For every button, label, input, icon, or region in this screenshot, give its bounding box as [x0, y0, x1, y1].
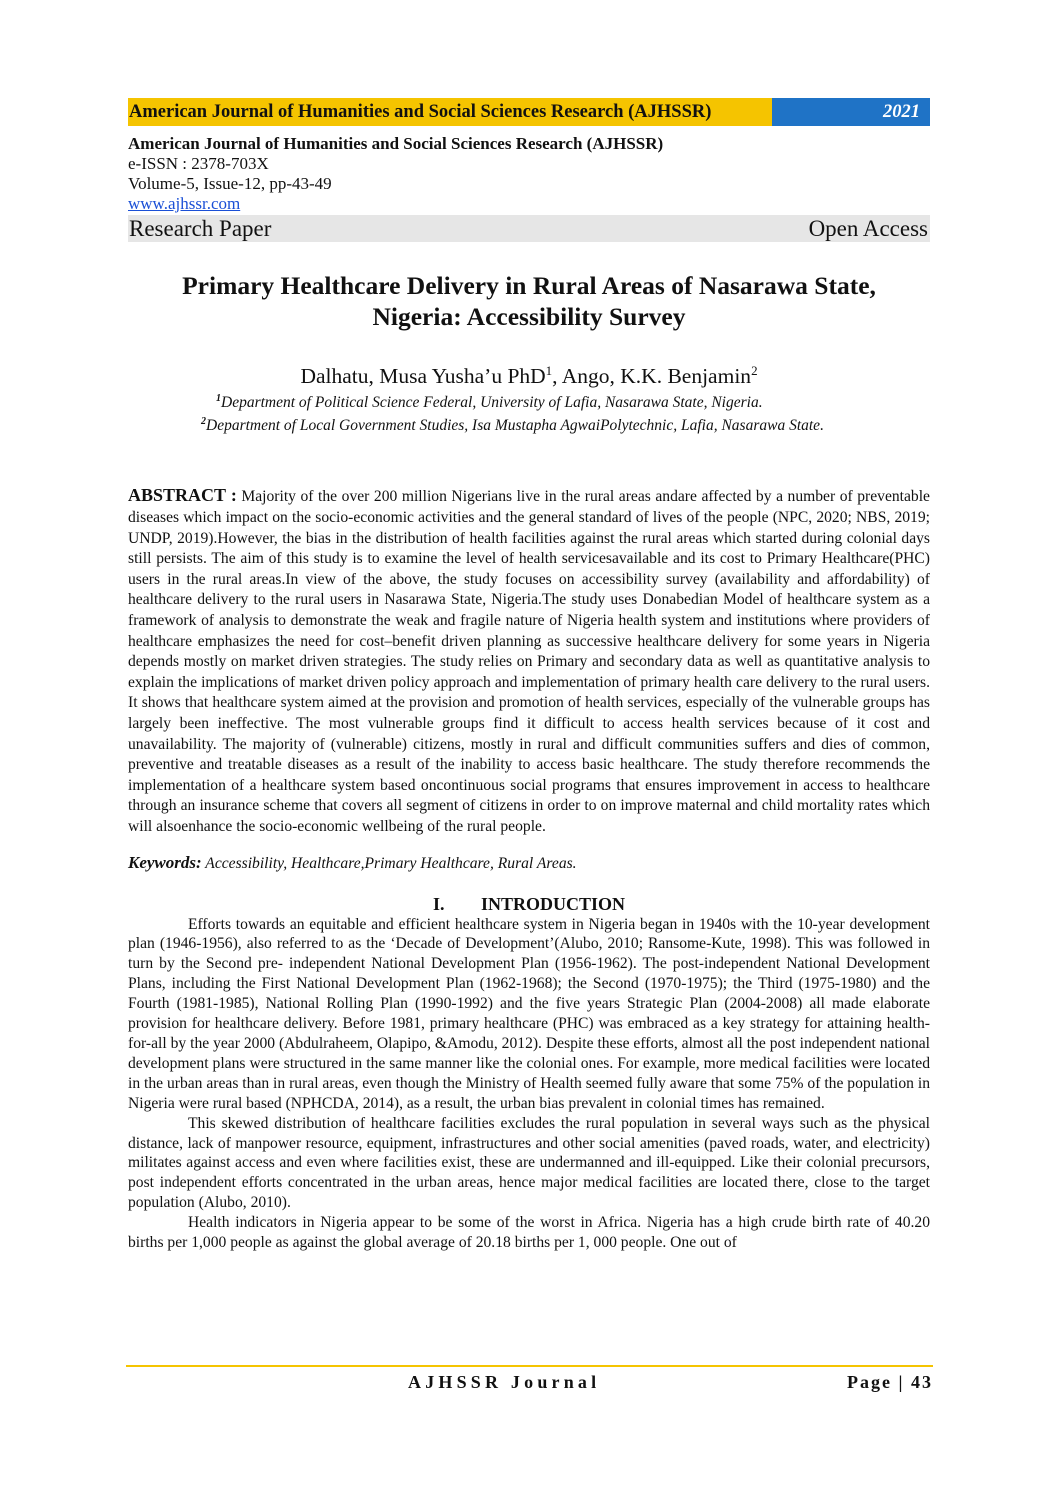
paragraph: Health indicators in Nigeria appear to be some of the worst in Africa. Nigeria has a high crude birth rate of 40.20 births per 1,000 people as against the global average of 20.18 births per 1, 000 people. One out of: [128, 1214, 930, 1252]
page-footer: [128, 1372, 933, 1393]
author-1: Dalhatu, Musa Yusha’u PhD: [300, 364, 546, 389]
banner-year: 2021: [772, 98, 930, 126]
paper-title: [128, 270, 930, 332]
paragraph: Efforts towards an equitable and efficient healthcare system in Nigeria began in 1940s with the 10-year development plan (1946-1956), also referred to as the ‘Decade of Development’(Alubo, 2010; Ransome-Kute, 1998). This was followed in turn by the Second pre- independent National Development Plan (1956-1962). The post-independent National Development Plans, including the First National Development Plan (1962-1968); the Second (1970-1975); the Third (1975-1980) and the Fourth (1981-1985), National Rolling Plan (1990-1992) and the five years Strategic Plan (2004-2008) all made elaborate provision for healthcare delivery. Before 1981, primary healthcare (PHC) was embraced as a key strategy for attaining health-for-all by the year 2000 (Abdulraheem, Olapipo, &Amodu, 2012). Despite these efforts, almost all the post independent national development plans were structured in the same manner like the colonial ones. For example, more medical facilities were located in the urban areas than in rural areas, even though the Ministry of Health seemed fully aware that some 75% of the population in Nigeria were rural based (NPHCDA, 2014), as a result, the urban bias prevalent in colonial times has remained.: [128, 915, 930, 1112]
section-number: I.: [432, 893, 445, 914]
author-list: [128, 358, 930, 389]
abstract-text: Majority of the over 200 million Nigerians live in the rural areas andare affected by a number of preventable diseases which impact on the socio-economic activities and the general standard of lives of the people (NPC, 2020; NBS, 2019; UNDP, 2019).However, the bias in the distribution of health facilities against the rural areas which started during colonial days still persists. The aim of this study is to examine the level of health servicesavailable and its cost to Primary Healthcare(PHC) users in the rural areas.In view of the above, the study focuses on accessibility survey (availability and affordability) of healthcare delivery to the rural users in Nasarawa State, Nigeria.The study uses Donabedian Model of healthcare system as a framework of analysis to demonstrate the weak and fragile nature of Nigeria health system and institutions where providers of healthcare emphasizes the need for cost–benefit driven planning as successive healthcare delivery for some years in Nigeria depends mostly on market driven strategies. The study relies on Primary and secondary data as well as quantitative analysis to explain the implications of market driven policy approach and implementation of primary health care delivery to the rural users. It shows that healthcare system aimed at the provision and promotion of health services, especially of the vulnerable groups has largely been ineffective. The most vulnerable groups find it difficult to access health services because of it cost and unavailability. The majority of (vulnerable) citizens, mostly in rural and difficult communities suffers and dies of common, preventive and treatable diseases as a result of the inability to access basic healthcare. The study therefore recommends the implementation of a healthcare system based oncontinuous social programs that ensures improvement in access to healthcare through an insurance scheme that covers all segment of citizens in order to on improve maternal and child mortality rates which will alsoenhance the socio-economic wellbeing of the rural people.: [128, 488, 930, 835]
author-1-affiliation-mark: 1: [545, 363, 553, 378]
author-2-affiliation-mark: 2: [751, 363, 758, 378]
meta-issn: e-ISSN : 2378-703X: [128, 154, 269, 173]
article-type: Research Paper: [129, 216, 272, 241]
keywords: [128, 853, 930, 873]
section-heading-introduction: [128, 893, 930, 915]
keywords-text: Accessibility, Healthcare,Primary Healthcare, Rural Areas.: [205, 854, 577, 872]
journal-banner: [128, 98, 930, 126]
meta-journal-name: American Journal of Humanities and Social Sciences Research (AJHSSR): [128, 134, 664, 153]
title-line-2: Nigeria: Accessibility Survey: [372, 302, 686, 331]
affiliation-2-text: Department of Local Government Studies, Isa Mustapha AgwaiPolytechnic, Lafia, Nasarawa State.: [206, 417, 824, 435]
access-type: Open Access: [808, 216, 928, 241]
affiliation-2: [201, 412, 930, 435]
paragraph: This skewed distribution of healthcare facilities excludes the rural population in several ways such as the physical distance, lack of manpower resource, equipment, infrastructures and other social amenities (paved roads, water, and electricity) militates against access and even where facilities exist, these are undermanned and ill-equipped. Like their colonial precursors, post independent efforts concentrated in the urban areas, hence major medical facilities are located there, close to the target population (Alubo, 2010).: [128, 1114, 930, 1212]
abstract-heading: ABSTRACT :: [128, 485, 237, 506]
footer-page-number: Page | 43: [847, 1372, 933, 1392]
affiliation-1: [216, 389, 930, 412]
article-type-bar: [128, 215, 930, 242]
banner-journal-name: American Journal of Humanities and Social Sciences Research (AJHSSR): [128, 98, 772, 126]
abstract: [128, 485, 930, 837]
section-title: INTRODUCTION: [480, 893, 626, 914]
affiliation-1-text: Department of Political Science Federal, University of Lafia, Nasarawa State, Nigeria.: [221, 394, 763, 412]
meta-volume: Volume-5, Issue-12, pp-43-49: [128, 174, 332, 193]
affiliation-2-mark: 2: [201, 416, 206, 428]
journal-website-link[interactable]: www.ajhssr.com: [128, 194, 241, 213]
journal-meta: [128, 134, 930, 214]
author-separator: ,: [552, 364, 562, 389]
author-2: Ango, K.K. Benjamin: [561, 364, 752, 389]
title-line-1: Primary Healthcare Delivery in Rural Areas of Nasarawa State,: [182, 271, 876, 300]
affiliation-1-mark: 1: [216, 393, 221, 405]
keywords-heading: Keywords:: [128, 852, 202, 872]
footer-journal: AJHSSR Journal: [408, 1372, 601, 1392]
introduction-body: [128, 915, 930, 1253]
paper-page: [128, 98, 930, 1253]
footer-rule: [126, 1365, 933, 1367]
